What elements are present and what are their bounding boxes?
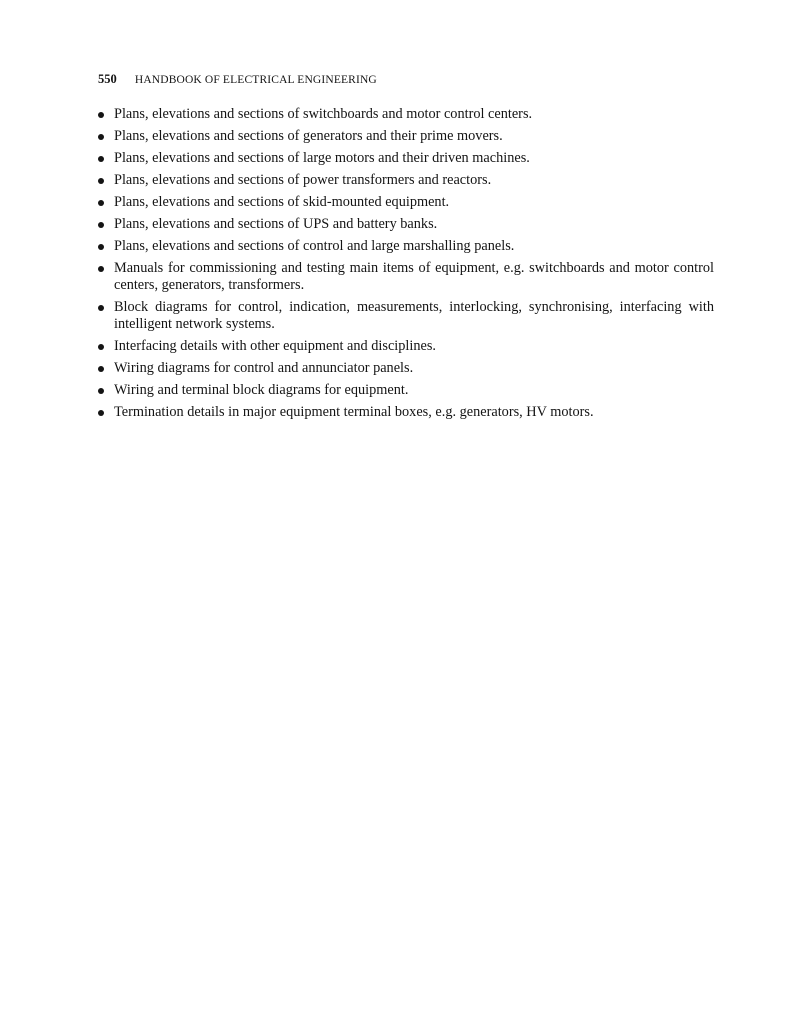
bullet-icon <box>98 178 104 184</box>
list-item-text: Block diagrams for control, indication, measurements, interlocking, synchronising, interfacing with intelligent network systems. <box>114 299 714 332</box>
list-item-text: Plans, elevations and sections of generators and their prime movers. <box>114 128 503 144</box>
bullet-icon <box>98 156 104 162</box>
bullet-icon <box>98 112 104 118</box>
list-item-text: Wiring diagrams for control and annunciator panels. <box>114 360 414 376</box>
list-item <box>98 216 714 233</box>
list-item-text: Wiring and terminal block diagrams for equipment. <box>114 382 409 398</box>
bullet-icon <box>98 244 104 250</box>
list-item <box>98 238 714 255</box>
list-item <box>98 338 714 355</box>
list-item-text: Termination details in major equipment terminal boxes, e.g. generators, HV motors. <box>114 404 594 420</box>
list-item <box>98 404 714 421</box>
bullet-icon <box>98 410 104 416</box>
list-item-text: Plans, elevations and sections of control and large marshalling panels. <box>114 238 515 254</box>
bullet-icon <box>98 344 104 350</box>
list-item <box>98 360 714 377</box>
page-header <box>98 70 377 89</box>
list-item-text: Plans, elevations and sections of skid-mounted equipment. <box>114 194 450 210</box>
bullet-list <box>98 106 714 426</box>
list-item <box>98 194 714 211</box>
list-item <box>98 299 714 333</box>
page-number: 550 <box>98 72 117 86</box>
bullet-icon <box>98 266 104 272</box>
list-item <box>98 106 714 123</box>
list-item <box>98 150 714 167</box>
list-item-text: Plans, elevations and sections of UPS and battery banks. <box>114 216 438 232</box>
bullet-icon <box>98 366 104 372</box>
list-item <box>98 260 714 294</box>
bullet-icon <box>98 388 104 394</box>
list-item <box>98 382 714 399</box>
list-item-text: Plans, elevations and sections of large motors and their driven machines. <box>114 150 530 166</box>
bullet-icon <box>98 222 104 228</box>
list-item <box>98 172 714 189</box>
bullet-icon <box>98 200 104 206</box>
list-item <box>98 128 714 145</box>
bullet-icon <box>98 134 104 140</box>
running-title: HANDBOOK OF ELECTRICAL ENGINEERING <box>134 74 377 86</box>
list-item-text: Interfacing details with other equipment and disciplines. <box>114 338 436 354</box>
bullet-icon <box>98 305 104 311</box>
list-item-text: Plans, elevations and sections of switchboards and motor control centers. <box>114 106 533 122</box>
list-item-text: Plans, elevations and sections of power transformers and reactors. <box>114 172 492 188</box>
list-item-text: Manuals for commissioning and testing main items of equipment, e.g. switchboards and motor control centers, generators, transformers. <box>114 260 714 293</box>
